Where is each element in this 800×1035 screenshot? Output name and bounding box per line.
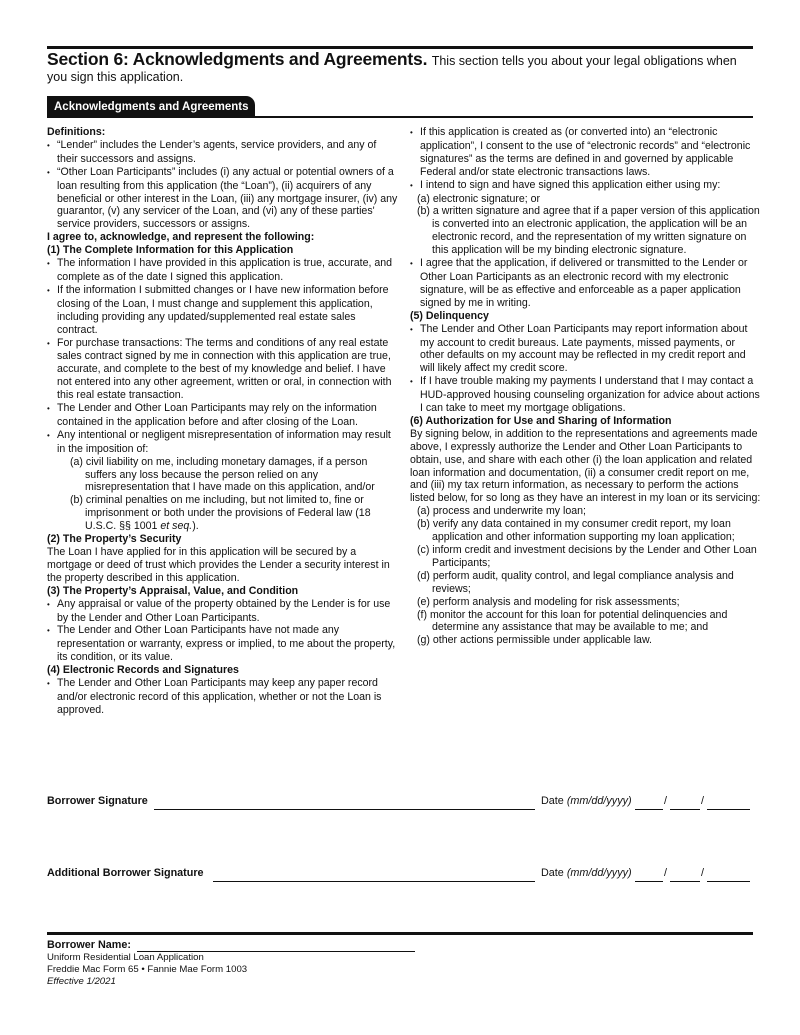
additional-signature-line[interactable] — [213, 881, 535, 882]
s4-bullet: • If this application is created as (or converted into) an “electronic application”, I consent to the use of “electronic records” and “electronic signatures” as the terms are defined in and governed by applicable Federal and/or state electronic transactions laws. — [410, 126, 762, 179]
borrower-signature-row — [47, 795, 753, 809]
s1-bullet: • The information I have provided in this application is true, accurate, and complete as of the date I signed this application. — [47, 257, 399, 284]
form-effective-date: Effective 1/2021 — [47, 976, 116, 987]
date-slash: / — [664, 867, 667, 879]
s3-bullet: • The Lender and Other Loan Participants have not made any representation or warranty, express or implied, to me about the property, its condition, or its value. — [47, 624, 399, 664]
definition-other-participants: • “Other Loan Participants” includes (i) any actual or potential owners of a loan resulting from this application (the “Loan”), (ii) acquirers of any beneficial or other interest in the Loan, (iii) any mortgage insurer, (iv) any guarantor, (v) any servicer of the Loan, and (vi) any of these parties' service providers, successors or assigns. — [47, 166, 399, 232]
s4-heading: (4) Electronic Records and Signatures — [47, 664, 239, 677]
s4-sub-a: (a) electronic signature; or — [417, 192, 541, 205]
s4-bullet: • The Lender and Other Loan Participants may keep any paper record and/or electronic record of this application, whether or not the Loan is approved. — [47, 677, 399, 717]
left-column — [47, 126, 399, 717]
borrower-signature-line[interactable] — [154, 809, 535, 810]
agree-heading: I agree to, acknowledge, and represent the following: — [47, 231, 315, 244]
form-name: Uniform Residential Loan Application — [47, 952, 204, 963]
s6-item: (f) monitor the account for this loan for potential delinquencies and determine any assistance that may be available to me; and — [417, 608, 728, 634]
bottom-rule — [47, 932, 753, 935]
s4-bullet: • I intend to sign and have signed this application either using my: — [410, 179, 762, 193]
date-slash: / — [664, 795, 667, 807]
form-numbers: Freddie Mac Form 65 • Fannie Mae Form 1003 — [47, 964, 248, 975]
s3-heading: (3) The Property’s Appraisal, Value, and Condition — [47, 584, 299, 597]
s1-bullet: • If the information I submitted changes or I have new information before closing of the Loan, I must change and supplement this application, including providing any updated/supplemented real estate sales contract. — [47, 284, 399, 337]
s6-item: (e) perform analysis and modeling for risk assessments; — [417, 595, 680, 608]
additional-borrower-signature-row — [47, 867, 753, 881]
s1-bullet: • Any intentional or negligent misrepresentation of information may result in the imposition of: — [47, 429, 399, 456]
borrower-name-label: Borrower Name: — [47, 939, 131, 951]
section-subtitle: This section tells you about your legal obligations when you sign this application. — [47, 54, 737, 84]
section-header — [47, 49, 753, 85]
date-day-field[interactable] — [670, 881, 700, 882]
s2-text: The Loan I have applied for in this application will be secured by a mortgage or deed of trust which provides the Lender a security interest in the property described in this application. — [47, 546, 390, 584]
date-slash: / — [701, 867, 704, 879]
s1-sub-b: (b) criminal penalties on me including, but not limited to, fine or imprisonment or both under the provisions of Federal law (18 U.S.C. §§ 1001 et seq.). — [70, 494, 371, 533]
s5-bullet: • The Lender and Other Loan Participants may report information about my account to credit bureaus. Late payments, missed payments, or other defaults on my account may be reflected in my credit report and will likely affect my credit score. — [410, 323, 762, 376]
date-label: Date (mm/dd/yyyy) — [541, 795, 632, 807]
s6-item: (g) other actions permissible under applicable law. — [417, 634, 652, 647]
s6-item: (b) verify any data contained in my consumer credit report, my loan application and other information supporting my loan application; — [417, 518, 735, 544]
definition-lender: • “Lender” includes the Lender’s agents, service providers, and any of their successors and assigns. — [47, 139, 399, 166]
tab-acknowledgments: Acknowledgments and Agreements — [47, 96, 255, 118]
s1-bullet: • For purchase transactions: The terms and conditions of any real estate sales contract signed by me in connection with this application are true, accurate, and complete to the best of my knowledge and belief. I have not entered into any other agreement, written or oral, in connection with this real estate transaction. — [47, 337, 399, 403]
section-title: Section 6: Acknowledgments and Agreements. — [47, 49, 428, 69]
right-column — [410, 126, 762, 647]
date-label: Date (mm/dd/yyyy) — [541, 867, 632, 879]
definitions-heading: Definitions: — [47, 126, 106, 138]
s6-text: By signing below, in addition to the representations and agreements made above, I expressly authorize the Lender and Other Loan Participants to obtain, use, and share with each other (i) the loan application and related loan information and documentation, (ii) a consumer credit report on me, and (iii) my tax return information, as necessary to perform the actions listed below, for so long as they have an interest in my loan or its servicing: — [410, 427, 761, 505]
s5-bullet: • If I have trouble making my payments I understand that I may contact a HUD-approved housing counseling organization for advice about actions I can take to meet my mortgage obligations. — [410, 375, 762, 415]
date-year-field[interactable] — [707, 881, 750, 882]
s6-heading: (6) Authorization for Use and Sharing of Information — [410, 414, 672, 427]
date-year-field[interactable] — [707, 809, 750, 810]
s6-item: (c) inform credit and investment decisions by the Lender and Other Loan Participants; — [417, 544, 757, 569]
s1-heading: (1) The Complete Information for this Application — [47, 244, 294, 257]
s1-bullet: • The Lender and Other Loan Participants may rely on the information contained in the application before and after closing of the Loan. — [47, 402, 399, 429]
date-month-field[interactable] — [635, 881, 663, 882]
s4-bullet: • I agree that the application, if delivered or transmitted to the Lender or Other Loan Participants as an electronic record with my electronic signature, will be as effective and enforceable as a paper application signed by me in writing. — [410, 257, 762, 310]
s2-heading: (2) The Property’s Security — [47, 533, 182, 546]
date-slash: / — [701, 795, 704, 807]
additional-borrower-signature-label: Additional Borrower Signature — [47, 867, 204, 879]
date-month-field[interactable] — [635, 809, 663, 810]
section-tab-bar — [47, 96, 753, 118]
s5-heading: (5) Delinquency — [410, 309, 489, 322]
date-day-field[interactable] — [670, 809, 700, 810]
borrower-signature-label: Borrower Signature — [47, 795, 148, 807]
form-footer — [47, 952, 247, 988]
s4-sub-b: (b) a written signature and agree that if a paper version of this application is converted into an electronic application, the application will be an electronic record, and the representation of my written signature on this application will be my binding electronic signature. — [417, 205, 760, 257]
s6-item: (a) process and underwrite my loan; — [417, 505, 586, 518]
s1-sub-a: (a) civil liability on me, including monetary damages, if a person suffers any loss because the person relied on any misrepresentation that I have made on this application, and/or — [70, 455, 375, 494]
s6-item: (d) perform audit, quality control, and legal compliance analysis and reviews; — [417, 569, 734, 595]
s3-bullet: • Any appraisal or value of the property obtained by the Lender is for use by the Lender and Other Loan Participants. — [47, 598, 399, 625]
